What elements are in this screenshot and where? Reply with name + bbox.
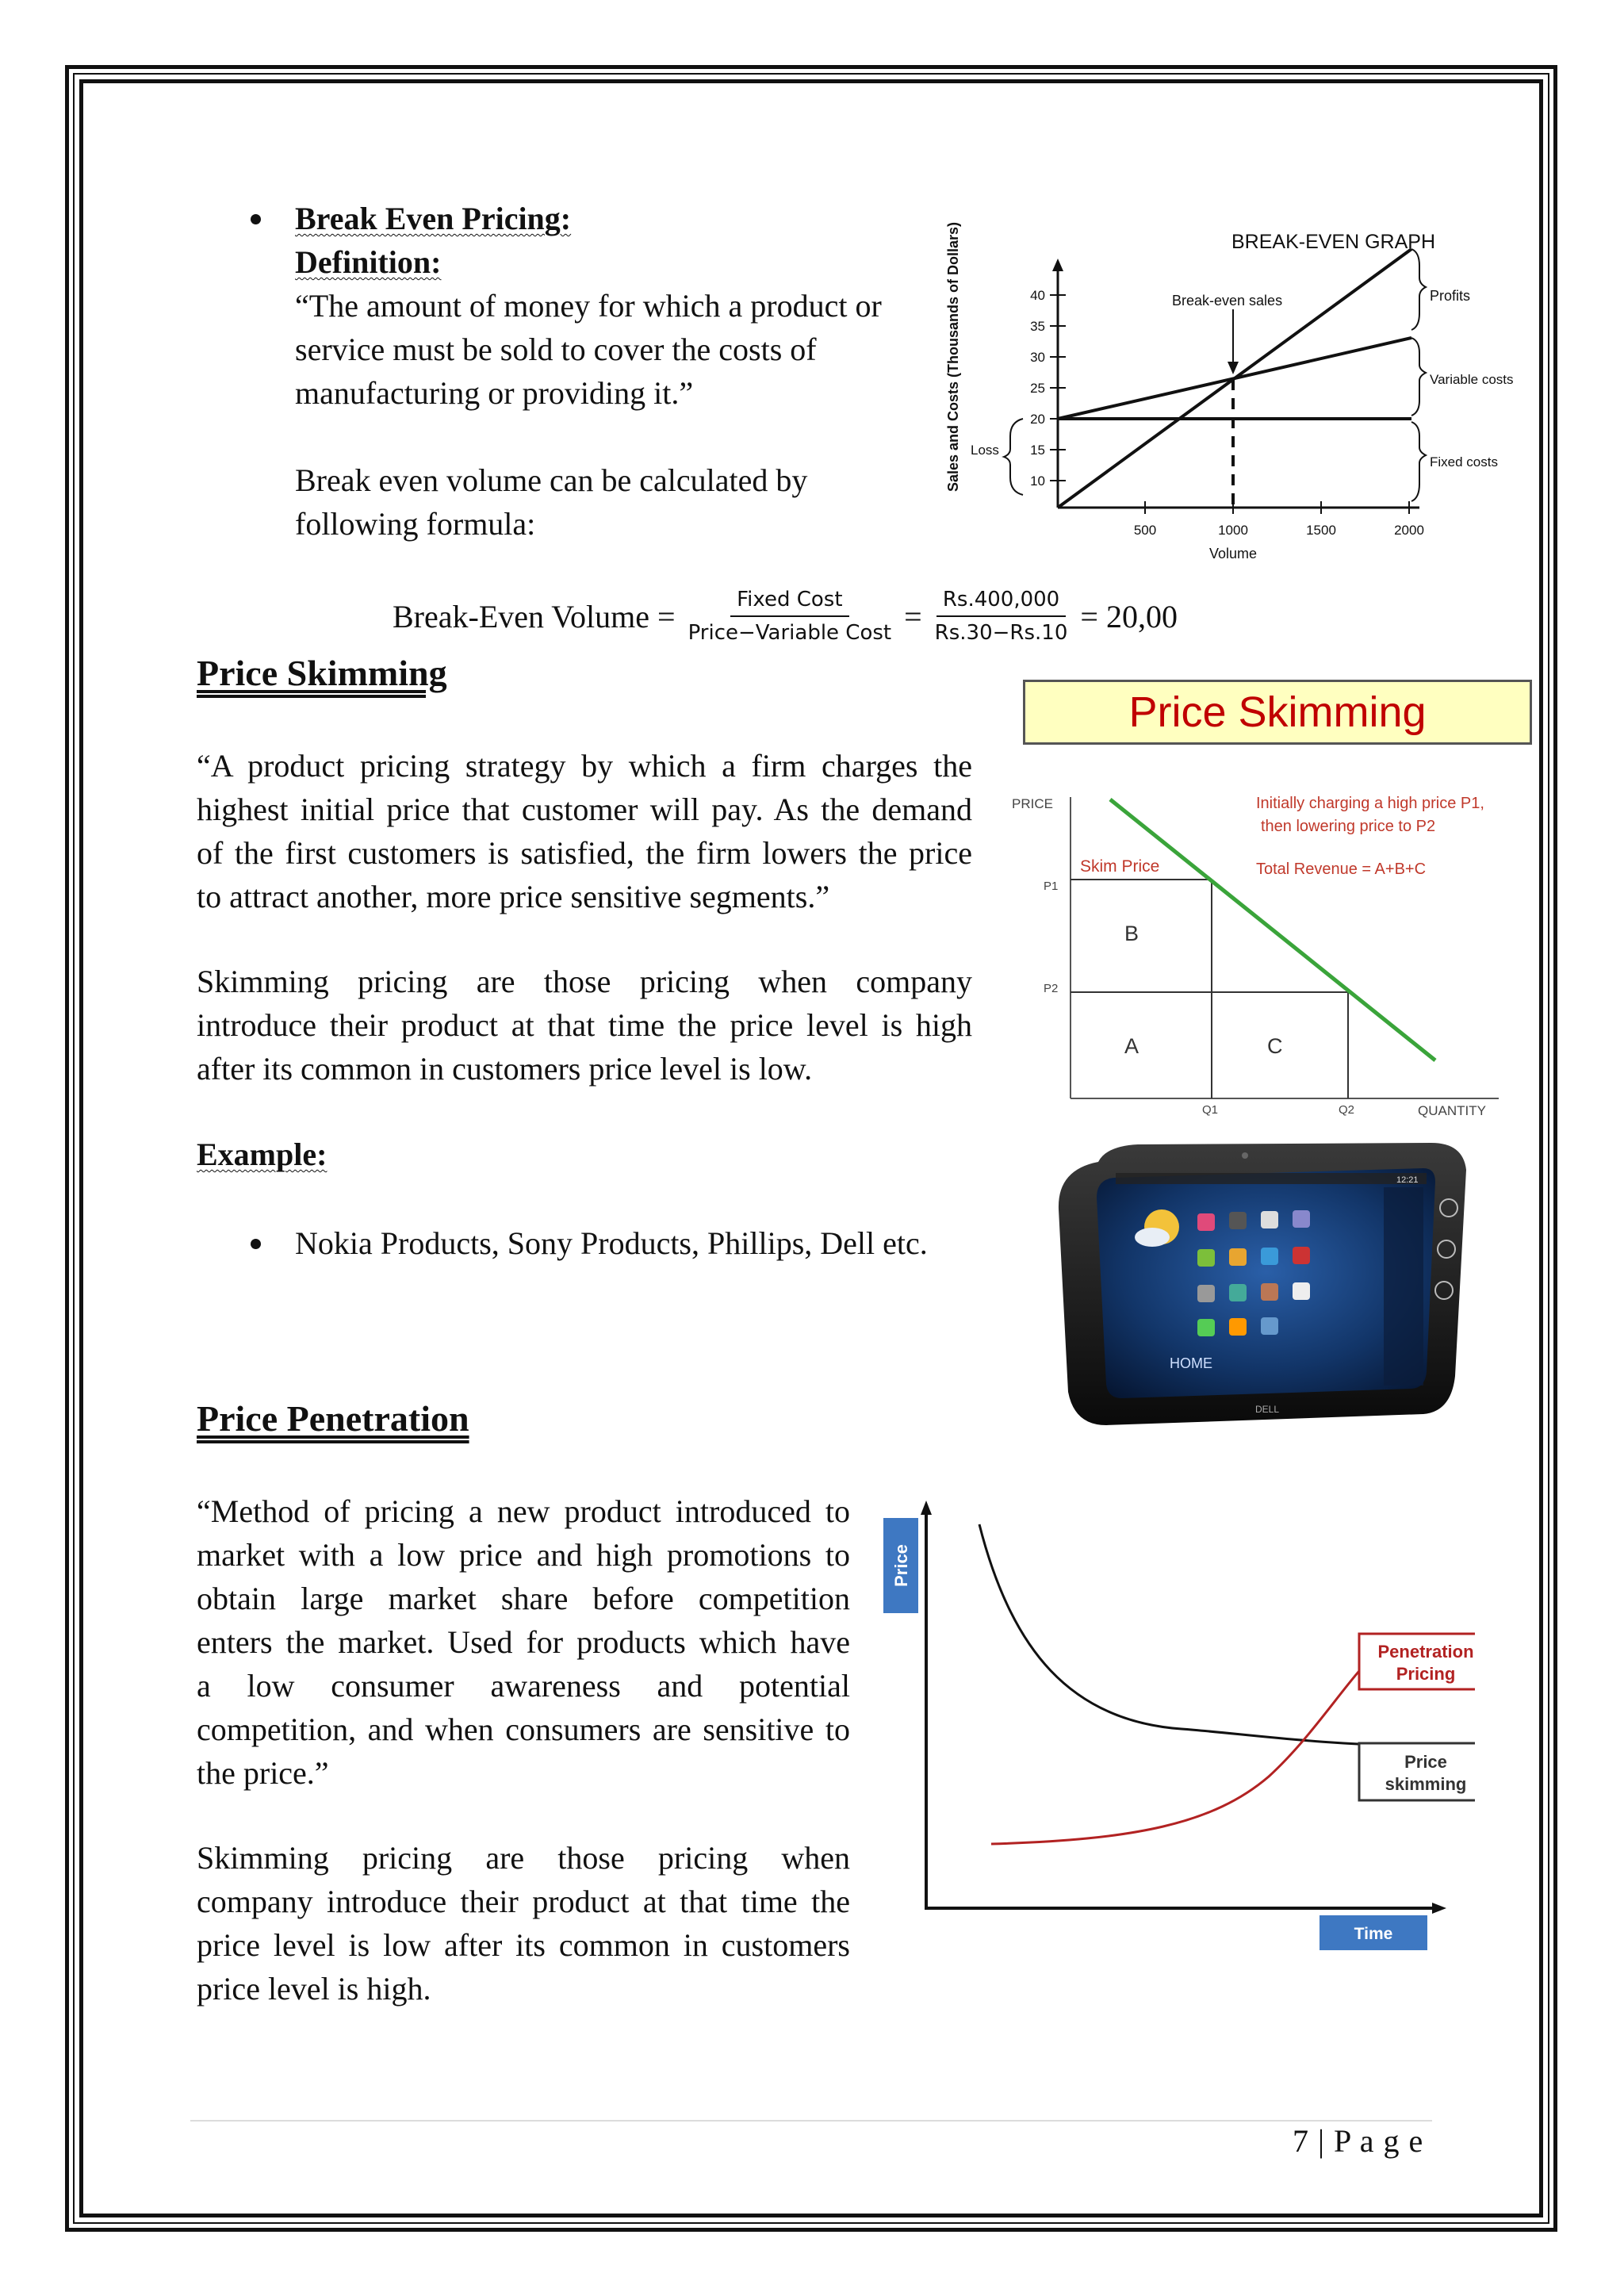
graph-title: BREAK-EVEN GRAPH (1231, 231, 1436, 253)
break-even-formula (393, 585, 1178, 647)
page-number: 7 | P a g e (1293, 2123, 1424, 2159)
formula-numerator-1: Fixed Cost (730, 585, 848, 617)
skimming-label-line: Price (1404, 1752, 1447, 1772)
y-tick-label: 20 (1030, 412, 1045, 427)
skimming-note-line: Initially charging a high price P1, (1256, 795, 1484, 812)
tablet-time: 12:21 (1396, 1175, 1419, 1185)
variable-costs-brace (1411, 338, 1426, 416)
skimming-line: of the first customers is satisfied, the firm lowers the price (197, 835, 972, 871)
penetration-line: a low consumer awareness and potential (197, 1668, 850, 1704)
penetration-line: obtain large market share before competition (197, 1581, 850, 1616)
skimming-line: highest initial price that customer will pay. As the demand (197, 792, 972, 827)
penetration-label-line: Penetration (1377, 1642, 1474, 1662)
skim-price-label: Skim Price (1080, 857, 1160, 876)
skimming-line: “A product pricing strategy by which a firm charges the (197, 748, 972, 784)
p1-label: P1 (1044, 880, 1059, 893)
penetration-label-line: Pricing (1396, 1664, 1456, 1684)
example-label: Example: (197, 1137, 327, 1172)
formula-fraction-1 (682, 585, 898, 647)
formula-equals: = (904, 598, 922, 634)
graph-y-arrow (1052, 259, 1063, 271)
break-even-arrow-head (1228, 362, 1239, 374)
region-c-label: C (1267, 1034, 1283, 1058)
definition-label: Definition: (295, 244, 442, 280)
tablet-camera-icon (1242, 1152, 1248, 1159)
skimming-paragraph-2 (197, 960, 972, 1091)
break-even-text (295, 197, 929, 546)
loss-brace (1004, 419, 1023, 495)
penetration-line: company introduce their product at that time the (197, 1884, 850, 1919)
footer-divider (190, 2120, 1432, 2122)
skimming-label-line: skimming (1385, 1774, 1467, 1794)
region-a-label: A (1124, 1034, 1139, 1058)
sales-line (1058, 249, 1411, 508)
tablet-image (1051, 1138, 1479, 1439)
penetration-line: price level is high. (197, 1971, 431, 2007)
penetration-line: price level is low after its common in customers (197, 1927, 850, 1963)
volume-line: Break even volume can be calculated by (295, 462, 808, 498)
fixed-costs-label: Fixed costs (1430, 454, 1498, 470)
skimming-diagram (1007, 781, 1530, 1126)
skimming-line: introduce their product at that time the price level is high (197, 1007, 972, 1043)
volume-line: following formula: (295, 506, 536, 542)
price-penetration-heading: Price Penetration (197, 1398, 469, 1439)
penetration-paragraph-2 (197, 1836, 850, 2010)
x-tick-label: 500 (1133, 523, 1157, 538)
skimming-paragraph-1 (197, 744, 972, 918)
total-revenue-label: Total Revenue = A+B+C (1256, 861, 1427, 878)
graph-xlabel: Volume (1208, 546, 1258, 562)
demand-line (1110, 799, 1435, 1060)
y-tick-label: 15 (1030, 443, 1045, 458)
tablet-side-panel (1384, 1187, 1423, 1386)
y-tick-label: 35 (1030, 319, 1045, 334)
skimming-diagram-title: Price Skimming (1023, 680, 1532, 745)
penetration-line: the price.” (197, 1755, 329, 1791)
skimming-line: after its common in customers price level is low. (197, 1051, 813, 1087)
skimming-line: to attract another, more price sensitive segments.” (197, 879, 830, 914)
price-axis-label: PRICE (1012, 796, 1053, 811)
break-even-label: Break-even sales (1172, 293, 1283, 309)
break-even-heading: Break Even Pricing: (295, 201, 572, 236)
definition-line: “The amount of money for which a product or (295, 288, 882, 324)
profits-label: Profits (1430, 288, 1471, 304)
penetration-line: competition, and when consumers are sensitive to (197, 1711, 850, 1747)
x-tick-label: 1500 (1306, 523, 1336, 538)
loss-label: Loss (971, 443, 999, 458)
skimming-line: Skimming pricing are those pricing when company (197, 964, 972, 999)
skimming-note-line: then lowering price to P2 (1261, 818, 1436, 835)
tablet-brand: DELL (1255, 1404, 1280, 1415)
penetration-paragraph-1 (197, 1489, 850, 1795)
q1-label: Q1 (1202, 1103, 1219, 1117)
weather-cloud-icon (1135, 1228, 1170, 1247)
chart-x-arrow (1432, 1903, 1446, 1914)
chart-y-arrow (921, 1501, 932, 1515)
formula-denominator-1: Price−Variable Cost (688, 621, 892, 645)
penetration-line: “Method of pricing a new product introduced to (197, 1493, 850, 1529)
penetration-line: Skimming pricing are those pricing when (197, 1840, 850, 1876)
example-item: Nokia Products, Sony Products, Phillips, Dell etc. (295, 1225, 928, 1261)
bullet-example (251, 1239, 261, 1249)
tablet-home-label: HOME (1170, 1355, 1212, 1371)
y-tick-label: 10 (1030, 473, 1045, 489)
definition-line: manufacturing or providing it.” (295, 375, 694, 411)
penetration-chart (872, 1491, 1475, 1967)
region-b-label: B (1124, 922, 1139, 945)
x-tick-label: 1000 (1218, 523, 1248, 538)
variable-costs-label: Variable costs (1430, 372, 1514, 387)
formula-fraction-2 (929, 585, 1074, 647)
price-label: Price (891, 1544, 911, 1587)
tablet-status-bar (1116, 1173, 1427, 1184)
formula-lhs: Break-Even Volume = (393, 598, 676, 634)
break-even-graph (944, 222, 1515, 571)
graph-ylabel: Sales and Costs (Thousands of Dollars) (945, 222, 961, 493)
quantity-axis-label: QUANTITY (1418, 1103, 1486, 1118)
y-tick-label: 25 (1030, 381, 1045, 396)
penetration-line: market with a low price and high promotions to (197, 1537, 850, 1573)
formula-numerator-2: Rs.400,000 (936, 585, 1066, 617)
definition-line: service must be sold to cover the costs of (295, 332, 817, 367)
formula-denominator-2: Rs.30−Rs.10 (934, 621, 1068, 645)
x-tick-label: 2000 (1394, 523, 1424, 538)
penetration-curve (991, 1650, 1380, 1844)
penetration-line: enters the market. Used for products which have (197, 1624, 850, 1660)
formula-result: = 20,00 (1080, 598, 1178, 634)
y-tick-label: 40 (1030, 288, 1045, 303)
profits-brace (1411, 249, 1426, 330)
time-label: Time (1354, 1925, 1393, 1943)
y-tick-label: 30 (1030, 350, 1045, 365)
p2-label: P2 (1044, 982, 1059, 995)
q2-label: Q2 (1339, 1103, 1355, 1117)
fixed-costs-brace (1411, 422, 1426, 501)
bullet-break-even (251, 214, 261, 224)
price-skimming-heading: Price Skimming (197, 653, 447, 693)
